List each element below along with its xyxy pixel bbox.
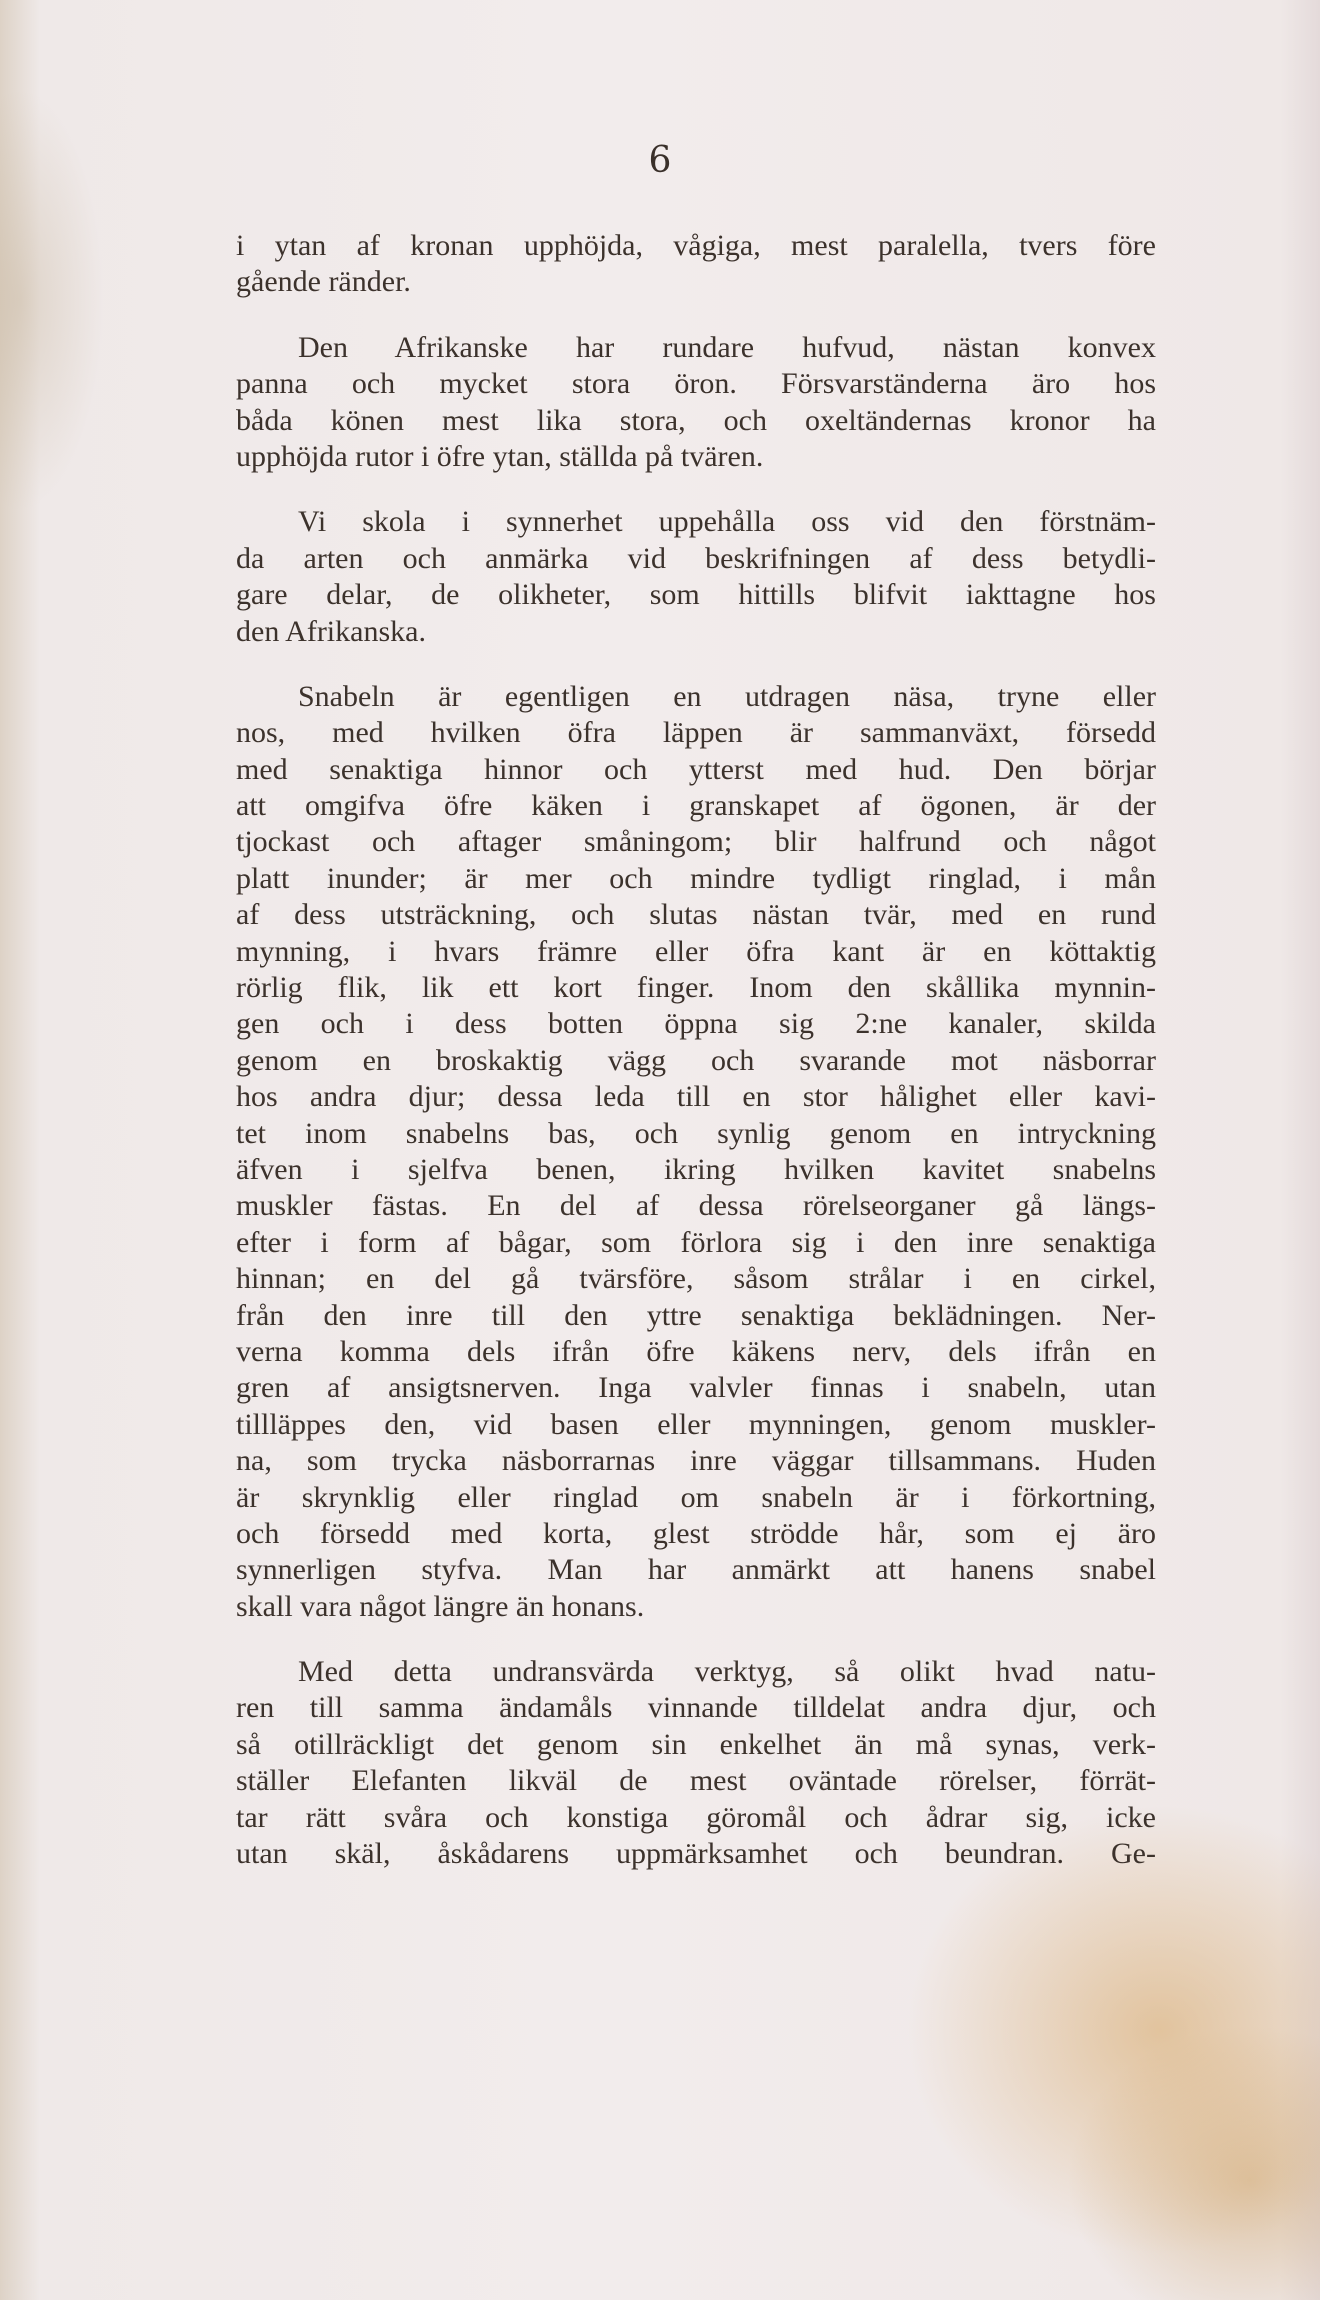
text-line: utan skäl, åskådarens uppmärksamhet och beundran. Ge- bbox=[236, 1837, 1156, 1871]
text-line: gen och i dess botten öppna sig 2:ne kanaler, skilda bbox=[236, 1007, 1156, 1041]
text-line: hinnan; en del gå tvärsföre, såsom strålar i en cirkel, bbox=[236, 1262, 1156, 1296]
text-line: och försedd med korta, glest strödde hår, som ej äro bbox=[236, 1516, 1156, 1550]
text-line: rörlig flik, lik ett kort finger. Inom den skållika mynnin- bbox=[236, 971, 1156, 1005]
text-line: ren till samma ändamåls vinnande tilldelat andra djur, och bbox=[236, 1691, 1156, 1725]
text-line: den Afrikanska. bbox=[236, 614, 426, 648]
text-line: Vi skola i synnerhet uppehålla oss vid den förstnäm- bbox=[298, 505, 1156, 539]
text-line: från den inre till den yttre senaktiga beklädningen. Ner- bbox=[236, 1298, 1156, 1332]
text-line: så otillräckligt det genom sin enkelhet än må synas, verk- bbox=[236, 1727, 1156, 1761]
paragraph bbox=[236, 504, 1156, 650]
text-line: efter i form af bågar, som förlora sig i den inre senaktiga bbox=[236, 1225, 1156, 1259]
text-line: nos, med hvilken öfra läppen är sammanväxt, försedd bbox=[236, 716, 1156, 750]
text-line: synnerligen styfva. Man har anmärkt att hanens snabel bbox=[236, 1553, 1156, 1587]
text-line: i ytan af kronan upphöjda, vågiga, mest paralella, tvers före bbox=[236, 229, 1156, 262]
text-line: Med detta undransvärda verktyg, så olikt hvad natu- bbox=[298, 1655, 1156, 1689]
text-line: är skrynklig eller ringlad om snabeln är i förkortning, bbox=[236, 1480, 1156, 1514]
page-number: 6 bbox=[648, 140, 672, 181]
paragraph bbox=[236, 1654, 1156, 1872]
text-line: äfven i sjelfva benen, ikring hvilken kavitet snabelns bbox=[236, 1152, 1156, 1186]
text-line: da arten och anmärka vid beskrifningen af dess betydli- bbox=[236, 541, 1156, 575]
text-line: muskler fästas. En del af dessa rörelseorganer gå längs- bbox=[236, 1189, 1156, 1223]
text-line: tjockast och aftager småningom; blir halfrund och något bbox=[236, 825, 1156, 859]
text-line: gren af ansigtsnerven. Inga valvler finnas i snabeln, utan bbox=[236, 1371, 1156, 1405]
paragraph bbox=[236, 679, 1156, 1625]
text-line: mynning, i hvars främre eller öfra kant är en köttaktig bbox=[236, 934, 1156, 968]
paragraph bbox=[236, 330, 1156, 476]
text-line: gående ränder. bbox=[236, 265, 411, 299]
text-line: tet inom snabelns bas, och synlig genom en intryckning bbox=[236, 1116, 1156, 1150]
text-line: gare delar, de olikheter, som hittills blifvit iakttagne hos bbox=[236, 578, 1156, 612]
text-line: Snabeln är egentligen en utdragen näsa, tryne eller bbox=[298, 679, 1156, 713]
text-line: ställer Elefanten likväl de mest oväntade rörelser, förrät- bbox=[236, 1764, 1156, 1798]
text-line: Den Afrikanske har rundare hufvud, nästan konvex bbox=[298, 330, 1156, 364]
text-line: tillläppes den, vid basen eller mynningen, genom muskler- bbox=[236, 1407, 1156, 1441]
paragraph bbox=[236, 228, 1156, 301]
text-line: båda könen mest lika stora, och oxeltändernas kronor ha bbox=[236, 403, 1156, 437]
text-line: skall vara något längre än honans. bbox=[236, 1589, 645, 1623]
text-line: panna och mycket stora öron. Försvarständerna äro hos bbox=[236, 367, 1156, 401]
text-line: hos andra djur; dessa leda till en stor hålighet eller kavi- bbox=[236, 1080, 1156, 1114]
text-line: med senaktiga hinnor och ytterst med hud. Den börjar bbox=[236, 752, 1156, 786]
text-line: platt inunder; är mer och mindre tydligt ringlad, i mån bbox=[236, 861, 1156, 895]
text-line: att omgifva öfre käken i granskapet af ögonen, är der bbox=[236, 789, 1156, 823]
page-text bbox=[236, 228, 1156, 1872]
text-line: genom en broskaktig vägg och svarande mot näsborrar bbox=[236, 1043, 1156, 1077]
text-line: na, som trycka näsborrarnas inre väggar tillsammans. Huden bbox=[236, 1444, 1156, 1478]
text-line: af dess utsträckning, och slutas nästan tvär, med en rund bbox=[236, 898, 1156, 932]
text-line: verna komma dels ifrån öfre käkens nerv, dels ifrån en bbox=[236, 1334, 1156, 1368]
text-line: tar rätt svåra och konstiga göromål och ådrar sig, icke bbox=[236, 1800, 1156, 1834]
text-line: upphöjda rutor i öfre ytan, ställda på tvären. bbox=[236, 439, 764, 473]
